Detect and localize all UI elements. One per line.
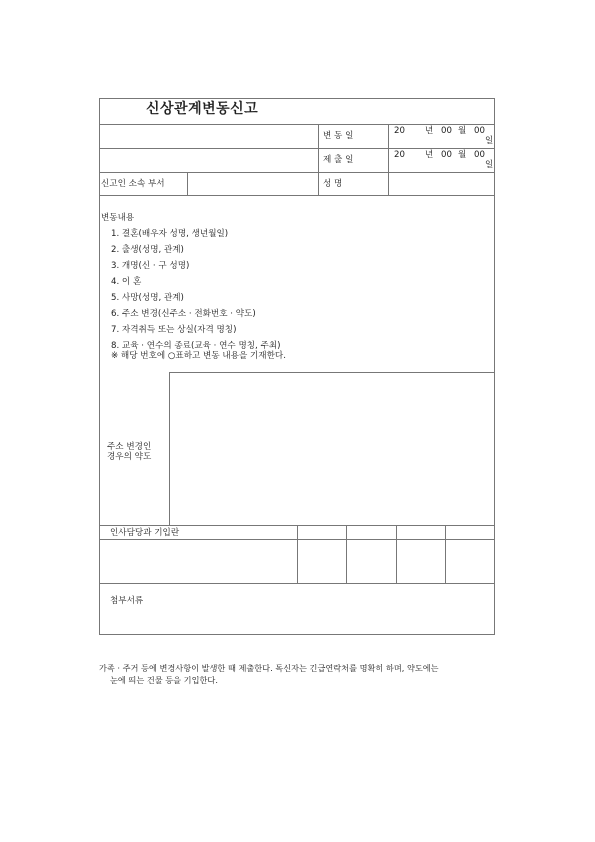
dept-field[interactable]	[188, 173, 318, 195]
dept-label: 신고인 소속 부서	[101, 179, 165, 189]
change-item-3[interactable]: 3. 개명(신 · 구 성명)	[111, 261, 190, 271]
change-date-day-unit: 일	[485, 136, 494, 146]
change-item-4[interactable]: 4. 이 혼	[111, 277, 142, 287]
footer-note-line2: 눈에 띄는 건물 등을 기입한다.	[110, 675, 218, 685]
footer-note-line1: 가족 · 주거 등에 변경사항이 발생한 때 제출한다. 독신자는 긴급연락처를 명확히 하며, 약도에는	[99, 663, 439, 673]
rule-dept-bottom	[99, 195, 495, 196]
change-date-month-unit: 월	[458, 126, 467, 136]
change-date-month: 00	[441, 126, 452, 136]
name-label: 성 명	[323, 179, 343, 189]
submit-date-month-unit: 월	[458, 150, 467, 160]
hr-cell-2[interactable]	[298, 540, 346, 583]
change-note: ※ 해당 번호에 ○표하고 변동 내용을 기재한다.	[111, 351, 286, 361]
attachments-label: 첨부서류	[110, 596, 144, 606]
change-date-field[interactable]	[388, 124, 495, 148]
submit-date-year-unit: 년	[425, 150, 434, 160]
attachments-field[interactable]	[100, 584, 495, 634]
submit-date-day-unit: 일	[485, 160, 494, 170]
change-item-8[interactable]: 8. 교육 · 연수의 종료(교육 · 연수 명칭, 주최)	[111, 341, 281, 351]
change-item-2[interactable]: 2. 출생(성명, 관계)	[111, 245, 184, 255]
submit-date-field[interactable]	[388, 148, 495, 172]
submit-date-month: 00	[441, 150, 452, 160]
hr-cell-4[interactable]	[397, 540, 445, 583]
map-label-line2: 경우의 약도	[107, 452, 152, 462]
hr-cell-3[interactable]	[347, 540, 396, 583]
change-date-year: 20	[394, 126, 405, 136]
hr-label: 인사담당과 기입란	[110, 528, 180, 538]
form-title: 신상관계변동신고	[146, 101, 259, 117]
submit-date-year: 20	[394, 150, 405, 160]
change-date-day: 00	[474, 126, 485, 136]
hr-cell-5[interactable]	[446, 540, 495, 583]
submit-date-day: 00	[474, 150, 485, 160]
map-drawing-area[interactable]	[170, 373, 495, 525]
change-item-1[interactable]: 1. 결혼(배우자 성명, 생년월일)	[111, 229, 229, 239]
rule-label-col-left	[318, 124, 319, 195]
submit-date-label: 제 출 일	[323, 155, 354, 165]
hr-cell-1[interactable]	[100, 540, 297, 583]
change-date-year-unit: 년	[425, 126, 434, 136]
change-date-label: 변 동 일	[323, 131, 354, 141]
change-item-6[interactable]: 6. 주소 변경(신주소 · 전화번호 · 약도)	[111, 309, 256, 319]
map-label-line1: 주소 변경인	[107, 442, 152, 452]
change-item-7[interactable]: 7. 자격취득 또는 상실(자격 명칭)	[111, 325, 237, 335]
name-field[interactable]	[389, 173, 495, 195]
change-item-5[interactable]: 5. 사망(성명, 관계)	[111, 293, 184, 303]
changes-heading: 변동내용	[101, 213, 135, 223]
